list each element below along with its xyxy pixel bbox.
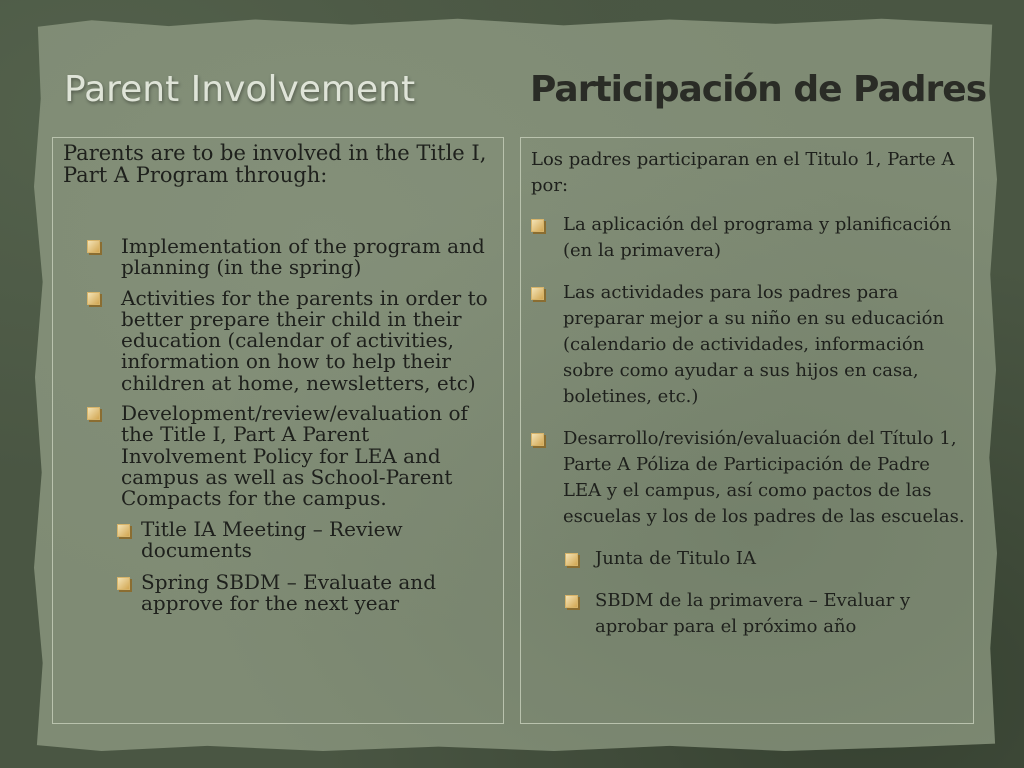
list-item-text: Las actividades para los padres para preparar mejor a su niño en su educación (calendario de actividades, información sobre como ayudar a sus hijos en casa, boletines, etc.) [563,282,945,407]
list-item [531,426,967,530]
sub-list-item-text: Spring SBDM – Evaluate and approve for the next year [141,570,436,616]
english-content-panel [52,137,504,724]
sub-list-item [565,588,967,640]
spanish-content-panel [520,137,974,724]
bullet-square-icon [531,287,544,300]
list-item-text: Development/review/evaluation of the Title I, Part A Parent Involvement Policy for LEA and campus as well as School-Parent Compacts for the campus. [121,401,468,511]
list-item [531,280,967,410]
bullet-square-icon [531,219,544,232]
list-item-text: Implementation of the program and planning (in the spring) [121,234,485,280]
bullet-square-icon [87,292,100,305]
bullet-square-icon [565,553,578,566]
list-item-text: Desarrollo/revisión/evaluación del Título 1, Parte A Póliza de Participación de Padre LEA y el campus, así como pactos de las escuelas y los de los padres de las escuelas. [563,428,965,527]
sub-list-item [565,546,967,572]
english-bullet-list [87,236,499,626]
list-item [87,403,499,509]
bullet-square-icon [87,240,100,253]
list-item-text: La aplicación del programa y planificación (en la primavera) [563,214,952,261]
sub-list-item-text: Title IA Meeting – Review documents [141,516,403,562]
list-item [531,212,967,264]
sub-list-item-text: Junta de Titulo IA [595,548,756,569]
list-item-text: Activities for the parents in order to better prepare their child in their education (calendar of activities, information on how to help their children at home, newsletters, etc) [121,285,488,395]
spanish-bullet-list [531,212,967,656]
bullet-square-icon [87,407,100,420]
bullet-square-icon [565,595,578,608]
title-spanish: Participación de Padres [530,69,987,110]
title-english: Parent Involvement [64,69,416,110]
bullet-square-icon [117,524,130,537]
sub-list-item-text: SBDM de la primavera – Evaluar y aprobar para el próximo año [595,590,911,637]
english-lead-text: Parents are to be involved in the Title I, Part A Program through: [63,141,487,187]
list-item [87,285,499,395]
spanish-lead-text: Los padres participaran en el Titulo 1, Parte A por: [531,149,955,196]
bullet-square-icon [117,577,130,590]
list-item [87,236,499,279]
sub-list-item [117,516,499,562]
sub-list-item [117,572,499,615]
bullet-square-icon [531,433,544,446]
